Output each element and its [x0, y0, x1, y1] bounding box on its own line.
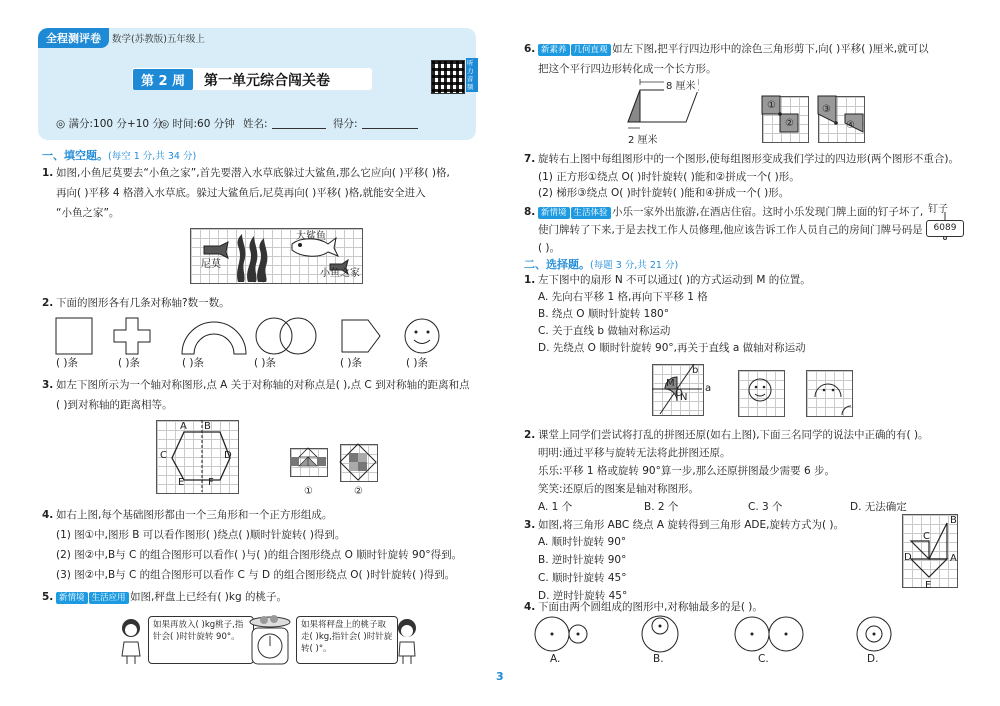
week-badge: 第 2 周: [133, 69, 193, 90]
q7-trapezoids: [818, 96, 863, 141]
section2-title: 二、选择题。(每题 3 分,共 21 分): [524, 258, 679, 271]
scale-icon: [248, 612, 292, 668]
q2-answer-2[interactable]: ( )条: [118, 357, 141, 369]
tag-life-application: 生活应用: [89, 592, 129, 604]
c1-label-b: b: [692, 365, 699, 376]
c4-option-b[interactable]: B.: [653, 653, 664, 665]
c2-option-d[interactable]: D. 无法确定: [850, 501, 907, 513]
q4-figure-1: [290, 448, 326, 475]
q6-line2: 把这个平行四边形转化成一个长方形。: [538, 63, 717, 75]
q3-point-F: F: [208, 477, 214, 488]
boy-icon: [394, 618, 420, 664]
q7-number: 7.: [524, 153, 536, 165]
c1-text: 左下图中的扇形 N 不可以通过( )的方式运动到 M 的位置。: [538, 274, 811, 286]
c2-option-c[interactable]: C. 3 个: [748, 501, 783, 513]
q1-line2: 再向( )平移 4 格潜入水草底。躲过大鲨鱼后,尼莫再向( )平移( )格,就能安全进入: [56, 187, 426, 199]
ring-right-shape: [280, 318, 316, 354]
page-title: 第一单元综合闯关卷: [204, 73, 330, 89]
q7-part1: (1) 正方形①绕点 O( )时针旋转( )能和②拼成一个( )形。: [538, 171, 800, 183]
c2-option-a[interactable]: A. 1 个: [538, 501, 573, 513]
c1-label-o: O: [675, 388, 683, 399]
c2-option-b[interactable]: B. 2 个: [644, 501, 679, 513]
c2-statement-1: 明明:通过平移与旋转无法将此拼图还原。: [538, 447, 731, 459]
c2-number: 2.: [524, 429, 536, 441]
c1-option-b[interactable]: B. 绕点 O 顺时针旋转 180°: [538, 308, 669, 320]
name-label: 姓名:: [243, 118, 268, 130]
q6-line1: 如左下图,把平行四边形中的涂色三角形剪下,向( )平移( )厘米,就可以: [612, 43, 929, 55]
score-field[interactable]: [362, 128, 418, 129]
q5-bubble-right: 如果将秤盘上的桃子取走( )kg,指针会( )时针旋转( )°。: [296, 616, 398, 664]
section1-title: 一、填空题。(每空 1 分,共 34 分): [42, 149, 197, 162]
score-full: ◎ 满分:100 分+10 分: [56, 118, 163, 130]
c1-option-d[interactable]: D. 先绕点 O 顺时针旋转 90°,再关于直线 a 做轴对称运动: [538, 342, 806, 354]
q6-dim-bottom: 2 厘米: [628, 135, 658, 146]
name-field[interactable]: [272, 128, 326, 129]
q2-answer-6[interactable]: ( )条: [406, 357, 429, 369]
q5-text: 如图,秤盘上已经有( )kg 的桃子。: [130, 591, 287, 603]
q3-point-A: A: [180, 421, 187, 432]
c2-statement-2: 乐乐:平移 1 格或旋转 90°算一步,那么还原拼图最少需要 6 步。: [538, 465, 836, 477]
girl-icon: [118, 618, 144, 664]
q4-intro: 如右上图,每个基础图形都由一个三角形和一个正方形组成。: [56, 509, 333, 521]
q3-point-D: D: [224, 450, 232, 461]
q2-answer-3[interactable]: ( )条: [182, 357, 205, 369]
q7-line1: 旋转右上图中每组图形中的一个图形,使每组图形变成我们学过的四边形(两个图形不重合)。: [538, 153, 960, 165]
q7-label-2: ②: [785, 118, 794, 129]
q8-line1: 小乐一家外出旅游,在酒店住宿。这时小乐发现门牌上面的钉子坏了,: [612, 206, 924, 218]
c3-text: 如图,将三角形 ABC 绕点 A 旋转得到三角形 ADE,旋转方式为( )。: [538, 519, 845, 531]
tag-new-literacy: 新素养: [538, 44, 570, 56]
ring-left-shape: [256, 318, 292, 354]
c4-option-c[interactable]: C.: [758, 653, 769, 665]
q2-answer-4[interactable]: ( )条: [254, 357, 277, 369]
smiley-face-icon: [405, 319, 439, 353]
q6-tags: [538, 43, 612, 56]
c3-option-b[interactable]: B. 逆时针旋转 90°: [538, 554, 627, 566]
header-badge: 全程测评卷: [38, 28, 109, 48]
qr-code: [431, 60, 465, 94]
q8-line2: 使门牌转了下来,于是去找工作人员修理,他应该告诉工作人员自己的房间门牌号码是: [538, 224, 923, 236]
tag-new-context: 新情境: [56, 592, 88, 604]
seaweed-icon: [237, 234, 267, 282]
q8-line3: ( )。: [538, 242, 561, 254]
q2-text: 下面的图形各有几条对称轴?数一数。: [56, 297, 230, 309]
q7-label-4: ④: [846, 120, 855, 131]
c1-label-m: M: [666, 378, 675, 389]
score-label: 得分:: [333, 118, 358, 130]
cross-shape: [114, 318, 150, 354]
c1-option-a[interactable]: A. 先向右平移 1 格,再向下平移 1 格: [538, 291, 708, 303]
q5-bubble-left: 如果再放入( )kg桃子,指针会( )时针旋转 90°。: [148, 616, 254, 664]
c3-label-a: A: [950, 553, 957, 564]
q5-number: 5.: [42, 591, 54, 603]
c4-circles: [530, 614, 910, 654]
q4-number: 4.: [42, 509, 54, 521]
q1-line3: “小鱼之家”。: [56, 207, 120, 219]
q2-shapes: [50, 316, 470, 356]
c3-label-d: D: [904, 552, 912, 563]
c4-number: 4.: [524, 601, 536, 613]
qr-label: 听力音频: [466, 58, 478, 92]
q2-answer-5[interactable]: ( )条: [340, 357, 363, 369]
q7-label-3: ③: [822, 104, 831, 115]
c1-option-c[interactable]: C. 关于直线 b 做轴对称运动: [538, 325, 671, 337]
square-shape: [56, 318, 92, 354]
q8-tags: [538, 206, 612, 219]
exam-time: ◎ 时间:60 分钟: [160, 118, 235, 130]
c1-number: 1.: [524, 274, 536, 286]
q2-answer-1[interactable]: ( )条: [56, 357, 79, 369]
q1-label-home: 小鱼之家: [320, 268, 360, 279]
c4-option-a[interactable]: A.: [550, 653, 561, 665]
q3-fig-num-2: ②: [354, 486, 363, 497]
c4-text: 下面由两个圆组成的图形中,对称轴最多的是( )。: [538, 601, 763, 613]
q7-label-1: ①: [767, 100, 776, 111]
smiley-icon: [749, 379, 771, 401]
q1-number: 1.: [42, 167, 54, 179]
header-subject: 数学(苏教版)五年级上: [112, 34, 205, 45]
c2-puzzle-2: [806, 370, 851, 415]
c4-option-d[interactable]: D.: [867, 653, 879, 665]
c2-puzzle-1: [738, 370, 783, 415]
c1-label-a: a: [705, 383, 712, 394]
q3-point-C: C: [160, 450, 167, 461]
q4-part1: (1) 图①中,图形 B 可以看作图形( )绕点( )顺时针旋转( )得到。: [56, 529, 346, 541]
c3-figure: [902, 514, 956, 586]
q6-number: 6.: [524, 43, 536, 55]
q8-door-sign: 6089: [926, 220, 964, 237]
c3-label-b: B: [950, 515, 957, 526]
c3-option-d[interactable]: D. 逆时针旋转 45°: [538, 590, 628, 602]
c3-label-e: E: [925, 580, 932, 591]
c1-label-n: N: [680, 392, 688, 403]
q1-line1: 如图,小鱼尼莫要去“小鱼之家”,首先要潜入水草底躲过大鲨鱼,那么它应向( )平移( )格,: [56, 167, 450, 179]
c3-number: 3.: [524, 519, 536, 531]
q4-figure-2: [340, 444, 376, 480]
q7-part2: (2) 梯形③绕点 O( )时针旋转( )能和④拼成一个( )形。: [538, 187, 790, 199]
q4-part2: (2) 图②中,B与 C 的组合图形可以看作( )与( )的组合图形绕点 O 顺时针旋转 90°得到。: [56, 549, 463, 561]
q2-number: 2.: [42, 297, 54, 309]
c3-option-c[interactable]: C. 顺时针旋转 45°: [538, 572, 627, 584]
c3-label-c: C: [923, 531, 930, 542]
page-number: 3: [496, 670, 504, 683]
nail-icon: [942, 212, 948, 242]
tag-new-context-2: 新情境: [538, 207, 570, 219]
q1-label-nemo: 尼莫: [201, 259, 221, 270]
tag-geometry-intuition: 几何直观: [571, 44, 611, 56]
arch-shape: [182, 322, 246, 354]
pentagon-shape: [342, 320, 380, 352]
q5-tags: [56, 591, 130, 604]
q3-line1: 如左下图所示为一个轴对称图形,点 A 关于对称轴的对称点是( ),点 C 到对称轴的距离和点: [56, 379, 470, 391]
q3-point-E: E: [178, 477, 185, 488]
q3-point-B: B: [204, 421, 211, 432]
c3-option-a[interactable]: A. 顺时针旋转 90°: [538, 536, 627, 548]
tag-life-experience: 生活体验: [571, 207, 611, 219]
q3-fig-num-1: ①: [304, 486, 313, 497]
q3-line2: ( )到对称轴的距离相等。: [56, 399, 173, 411]
q1-label-shark: 大鲨鱼: [296, 231, 326, 242]
q8-number: 8.: [524, 206, 536, 218]
q3-number: 3.: [42, 379, 54, 391]
c2-text: 课堂上同学们尝试将打乱的拼图还原(如右上图),下面三名同学的说法中正确的有( )。: [538, 429, 929, 441]
q4-part3: (3) 图②中,B与 C 的组合图形可以看作 C 与 D 的组合图形绕点 O( )时针旋转( )得到。: [56, 569, 456, 581]
q6-dim-top: 8 厘米: [664, 77, 698, 92]
q8-nail-label: 钉子: [928, 204, 948, 215]
c2-statement-3: 笑笑:还原后的图案是轴对称图形。: [538, 483, 700, 495]
